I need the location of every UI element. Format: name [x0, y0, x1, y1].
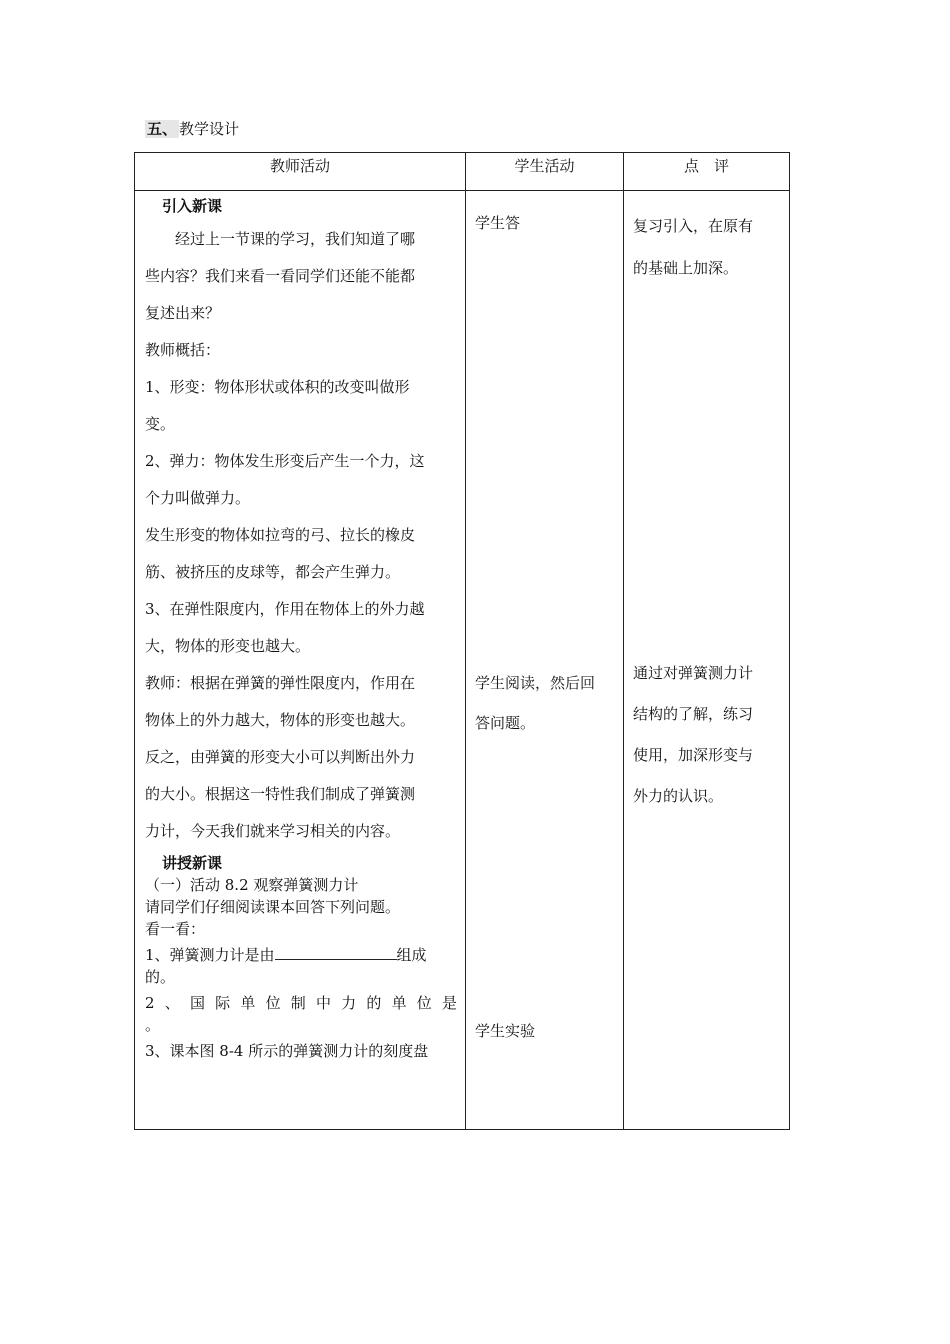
- comment-2-line: 使用，加深形变与: [633, 746, 754, 764]
- comment-1-line: 的基础上加深。: [633, 259, 739, 277]
- section-title: 教学设计: [179, 120, 240, 138]
- answer-blank: [275, 947, 397, 960]
- intro-title: 引入新课: [162, 197, 223, 215]
- question-1-start: 1、弹簧测力计是由: [145, 946, 275, 964]
- column-divider: [465, 153, 466, 1129]
- teacher-activity-cell: [145, 195, 457, 1062]
- section-number: 五、: [147, 120, 178, 138]
- lecture-line: 请同学们仔细阅读课本回答下列问题。: [145, 898, 401, 916]
- question-3: 3、课本图 8-4 所示的弹簧测力计的刻度盘: [145, 1042, 429, 1060]
- student-answer-2-line: 学生阅读，然后回: [475, 674, 596, 692]
- intro-line: 变。: [145, 415, 176, 433]
- comment-2-line: 结构的了解，练习: [633, 705, 754, 723]
- question-2: 2、国际单位制中力的单位是: [145, 994, 457, 1012]
- intro-line: 2、弹力：物体发生形变后产生一个力，这: [145, 452, 425, 470]
- lecture-line: 看一看：: [145, 920, 206, 938]
- header-teacher-activity: 教师活动: [269, 157, 330, 175]
- intro-line: 个力叫做弹力。: [145, 489, 251, 507]
- comment-2-line: 外力的认识。: [633, 787, 724, 805]
- lecture-title: 讲授新课: [162, 854, 223, 872]
- column-divider: [623, 153, 624, 1129]
- comment-2: [633, 653, 783, 817]
- intro-line: 大，物体的形变也越大。: [145, 637, 311, 655]
- lesson-design-table: [134, 152, 790, 1130]
- section-heading: [145, 118, 239, 140]
- intro-line: 3、在弹性限度内，作用在物体上的外力越: [145, 600, 425, 618]
- intro-line: 复述出来？: [145, 304, 221, 322]
- intro-line: 筋、被挤压的皮球等，都会产生弹力。: [145, 563, 401, 581]
- intro-line: 力计，今天我们就来学习相关的内容。: [145, 822, 401, 840]
- student-answer-2-line: 答问题。: [475, 714, 536, 732]
- student-experiment: 学生实验: [475, 1022, 536, 1040]
- intro-line: 1、形变：物体形状或体积的改变叫做形: [145, 378, 410, 396]
- header-divider: [135, 190, 789, 191]
- comment-1-line: 复习引入，在原有: [633, 217, 754, 235]
- comment-1: [633, 205, 783, 289]
- intro-line: 经过上一节课的学习，我们知道了哪: [145, 230, 416, 248]
- student-answer-2: [475, 663, 620, 743]
- intro-line: 反之，由弹簧的形变大小可以判断出外力: [145, 748, 416, 766]
- intro-line: 教师概括：: [145, 341, 221, 359]
- student-answer-1: 学生答: [475, 214, 521, 232]
- header-student-activity: 学生活动: [514, 157, 575, 175]
- intro-line: 发生形变的物体如拉弯的弓、拉长的橡皮: [145, 526, 416, 544]
- question-2-continued: 。: [145, 1016, 161, 1034]
- lecture-line: （一）活动 8.2 观察弹簧测力计: [145, 876, 359, 894]
- question-1: [145, 944, 457, 966]
- intro-line: 些内容？我们来看一看同学们还能不能都: [145, 267, 416, 285]
- question-1-end: 组成: [396, 946, 427, 964]
- comment-2-line: 通过对弹簧测力计: [633, 664, 754, 682]
- header-comment: 点 评: [683, 157, 729, 175]
- question-1-continued: 的。: [145, 968, 176, 986]
- intro-line: 物体上的外力越大，物体的形变也越大。: [145, 711, 416, 729]
- intro-line: 的大小。根据这一特性我们制成了弹簧测: [145, 785, 416, 803]
- intro-line: 教师：根据在弹簧的弹性限度内，作用在: [145, 674, 416, 692]
